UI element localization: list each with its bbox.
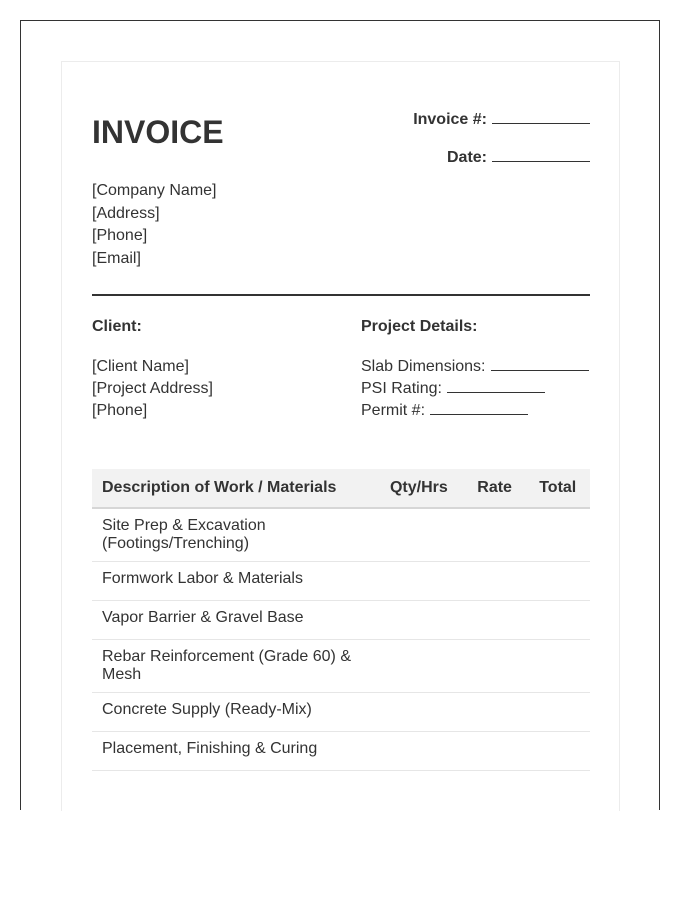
row-rate[interactable] — [464, 562, 526, 601]
slab-dimensions-row — [361, 356, 589, 378]
client-project-address: [Project Address] — [92, 380, 213, 397]
line-items-table — [92, 469, 590, 771]
row-description: Placement, Finishing & Curing — [92, 732, 374, 771]
invoice-number-row — [413, 109, 590, 129]
row-total[interactable] — [525, 562, 590, 601]
company-phone: [Phone] — [92, 227, 148, 244]
row-description: Site Prep & Excavation (Footings/Trenching) — [92, 508, 374, 562]
invoice-number-field[interactable] — [492, 109, 590, 124]
row-total[interactable] — [525, 640, 590, 693]
table-header-row — [92, 469, 590, 508]
row-total[interactable] — [525, 508, 590, 562]
row-description: Vapor Barrier & Gravel Base — [92, 601, 374, 640]
table-row — [92, 601, 590, 640]
company-name: [Company Name] — [92, 182, 217, 199]
row-qty[interactable] — [374, 562, 464, 601]
table-row — [92, 508, 590, 562]
slab-dimensions-label: Slab Dimensions: — [361, 358, 486, 375]
header-rate: Rate — [464, 469, 526, 508]
row-description: Formwork Labor & Materials — [92, 562, 374, 601]
project-info — [361, 356, 589, 422]
psi-rating-field[interactable] — [447, 378, 545, 393]
row-rate[interactable] — [464, 732, 526, 771]
client-info — [92, 356, 213, 422]
row-total[interactable] — [525, 601, 590, 640]
table-row — [92, 640, 590, 693]
row-qty[interactable] — [374, 693, 464, 732]
table-row — [92, 732, 590, 771]
company-info — [92, 180, 217, 270]
table-row — [92, 693, 590, 732]
date-field[interactable] — [492, 147, 590, 162]
row-qty[interactable] — [374, 508, 464, 562]
permit-label: Permit #: — [361, 402, 426, 419]
header-qty: Qty/Hrs — [374, 469, 464, 508]
section-divider — [92, 294, 590, 296]
psi-rating-row — [361, 378, 589, 400]
header-description: Description of Work / Materials — [92, 469, 374, 508]
table-row — [92, 562, 590, 601]
row-rate[interactable] — [464, 508, 526, 562]
psi-rating-label: PSI Rating: — [361, 380, 442, 397]
header-total: Total — [525, 469, 590, 508]
row-rate[interactable] — [464, 693, 526, 732]
company-address: [Address] — [92, 204, 160, 222]
row-qty[interactable] — [374, 601, 464, 640]
permit-row — [361, 400, 589, 422]
row-rate[interactable] — [464, 640, 526, 693]
row-qty[interactable] — [374, 732, 464, 771]
row-description: Rebar Reinforcement (Grade 60) & Mesh — [92, 640, 374, 693]
date-row — [447, 147, 590, 167]
company-email: [Email] — [92, 249, 141, 267]
row-qty[interactable] — [374, 640, 464, 693]
project-details-heading: Project Details: — [361, 318, 478, 335]
invoice-title: INVOICE — [92, 114, 224, 150]
row-rate[interactable] — [464, 601, 526, 640]
client-phone: [Phone] — [92, 402, 148, 419]
client-name: [Client Name] — [92, 358, 189, 375]
invoice-number-label: Invoice #: — [413, 111, 487, 128]
row-total[interactable] — [525, 693, 590, 732]
row-total[interactable] — [525, 732, 590, 771]
permit-field[interactable] — [430, 400, 528, 415]
slab-dimensions-field[interactable] — [491, 356, 589, 371]
row-description: Concrete Supply (Ready-Mix) — [92, 693, 374, 732]
client-heading: Client: — [92, 318, 142, 335]
date-label: Date: — [446, 149, 487, 166]
